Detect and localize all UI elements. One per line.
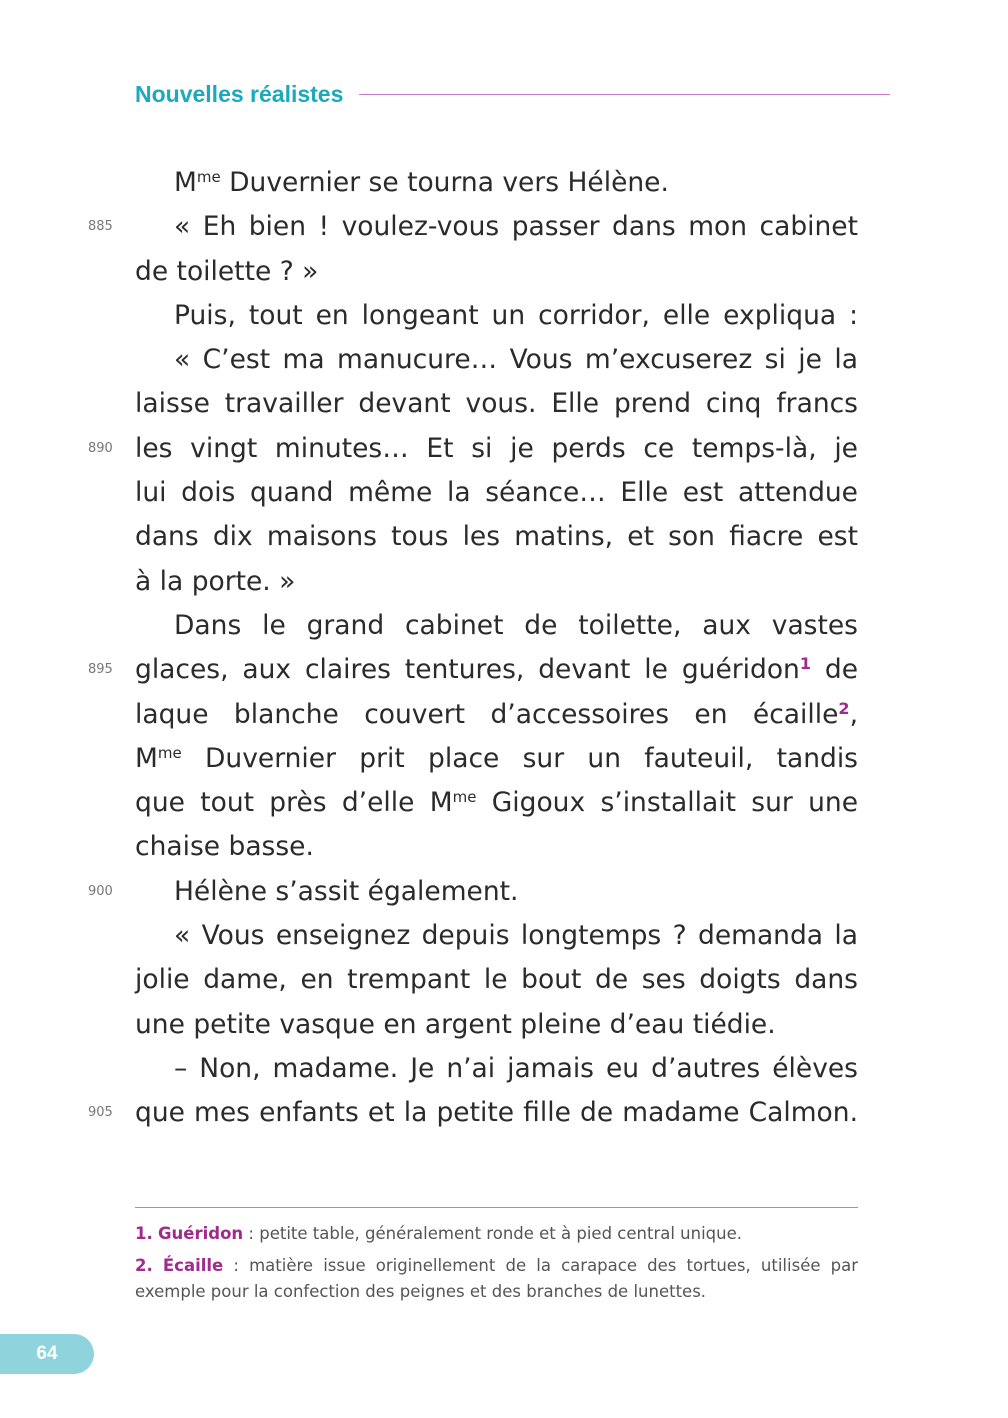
line-text: laisse travailler devant vous. Elle prend cinq francs — [135, 388, 858, 420]
text-line — [135, 825, 858, 869]
header-rule — [359, 94, 890, 95]
line-number: 905 — [88, 1105, 113, 1121]
line-text: , — [849, 698, 858, 730]
line-text: chaise basse. — [135, 831, 314, 863]
text-line — [135, 382, 858, 426]
footnotes — [135, 1221, 858, 1311]
line-number: 895 — [88, 662, 113, 678]
abbrev-superscript: me — [157, 743, 182, 762]
footnote-number: 2. — [135, 1256, 153, 1275]
running-header — [135, 78, 890, 110]
text-line — [88, 870, 858, 914]
footnote-ref: 1 — [799, 654, 811, 674]
text-line — [135, 560, 858, 604]
text-line — [135, 515, 858, 559]
section-title: Nouvelles réalistes — [135, 80, 344, 107]
text-line — [135, 737, 858, 781]
footnote-ref: 2 — [838, 698, 850, 718]
abbrev-superscript: me — [196, 168, 221, 186]
footnote-divider — [135, 1207, 858, 1208]
text-line — [135, 1003, 858, 1047]
text-line — [135, 781, 858, 825]
text-line — [88, 427, 858, 471]
line-text: de — [811, 654, 858, 686]
line-text: « Eh bien ! voulez-vous passer dans mon cabinet — [174, 211, 858, 243]
text-line — [135, 161, 858, 205]
line-text: que mes enfants et la petite fille de madame Calmon. — [135, 1097, 858, 1129]
abbrev-superscript: me — [452, 788, 477, 807]
footnote-term: Guéridon — [158, 1224, 244, 1243]
text-line — [88, 205, 858, 249]
line-number: 890 — [88, 440, 113, 456]
footnote-1 — [135, 1221, 858, 1247]
line-text: dans dix maisons tous les matins, et son fiacre est — [135, 521, 858, 553]
text-line — [135, 958, 858, 1002]
line-text: M — [135, 742, 158, 774]
line-text: glaces, aux claires tentures, devant le guéridon — [135, 654, 800, 686]
line-text: que tout près d’elle M — [135, 787, 453, 819]
footnote-2 — [135, 1253, 858, 1305]
line-text: Hélène s’assit également. — [174, 875, 519, 907]
line-text: « C’est ma manucure… Vous m’excuserez si je la — [174, 344, 858, 376]
text-line — [135, 250, 858, 294]
line-number: 900 — [88, 883, 113, 899]
line-number: 885 — [88, 219, 113, 235]
text-line — [88, 1091, 858, 1135]
body-text — [88, 161, 858, 1136]
text-line — [135, 914, 858, 958]
page-number-badge — [0, 1334, 94, 1374]
text-line — [135, 294, 858, 338]
text-line — [135, 604, 858, 648]
line-text: Gigoux s’installait sur une — [476, 787, 858, 819]
line-text: M — [174, 167, 197, 198]
line-text: Duvernier se tourna vers Hélène. — [220, 167, 669, 198]
footnote-number: 1. — [135, 1224, 153, 1243]
line-text: les vingt minutes… Et si je perds ce temps-là, je — [135, 432, 858, 464]
line-text: laque blanche couvert d’accessoires en écaille — [135, 698, 839, 730]
line-text: une petite vasque en argent pleine d’eau tiédie. — [135, 1008, 776, 1040]
text-line — [135, 471, 858, 515]
text-line — [135, 338, 858, 382]
line-text: « Vous enseignez depuis longtemps ? demanda la — [174, 920, 858, 952]
text-line — [88, 648, 858, 692]
line-text: Dans le grand cabinet de toilette, aux vastes — [174, 609, 858, 641]
page-number: 64 — [36, 1343, 58, 1364]
line-text: jolie dame, en trempant le bout de ses doigts dans — [135, 964, 858, 996]
line-text: Duvernier prit place sur un fauteuil, tandis — [181, 742, 858, 774]
text-line — [135, 693, 858, 737]
footnote-text: : matière issue originellement de la carapace des tortues, utilisée par exemple pour la confection des peignes et des branches de lunettes. — [135, 1256, 859, 1301]
line-text: à la porte. » — [135, 565, 296, 597]
footnote-term: Écaille — [162, 1256, 224, 1275]
text-line — [135, 1047, 858, 1091]
line-text: de toilette ? » — [135, 255, 319, 287]
footnote-text: : petite table, généralement ronde et à pied central unique. — [243, 1224, 742, 1243]
line-text: – Non, madame. Je n’ai jamais eu d’autres élèves — [174, 1052, 858, 1084]
line-text: Puis, tout en longeant un corridor, elle expliqua : — [174, 299, 858, 331]
line-text: lui dois quand même la séance… Elle est attendue — [135, 477, 858, 509]
